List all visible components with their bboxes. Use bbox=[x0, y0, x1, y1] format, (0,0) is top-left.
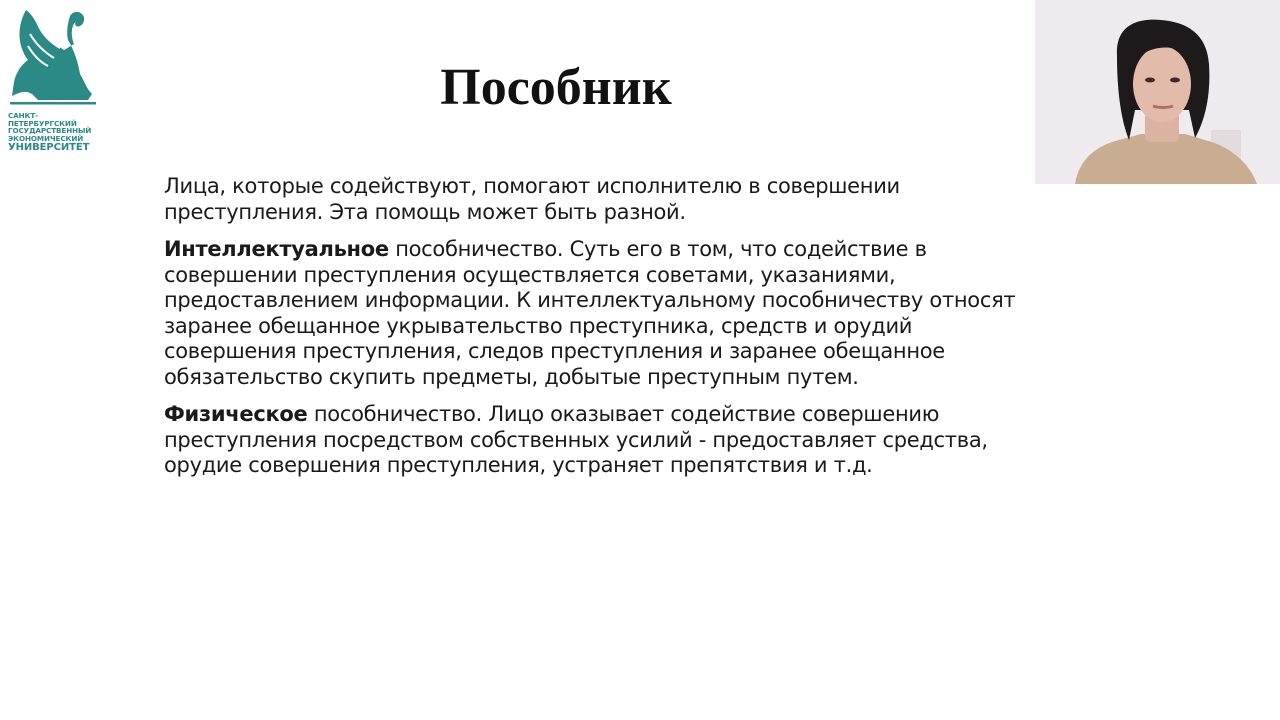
logo-line-3: ЭКОНОМИЧЕСКИЙ bbox=[8, 133, 84, 143]
physical-paragraph bbox=[164, 402, 1024, 479]
slide-title: Пособник bbox=[440, 59, 672, 116]
logo-line-4: УНИВЕРСИТЕТ bbox=[8, 142, 90, 154]
physical-term: Физическое bbox=[164, 402, 308, 426]
physical-text: пособничество. Лицо оказывает содействие совершению преступления посредством собственных усилий - предоставляет средства, орудие совершения преступления, устраняет препятствия и т.д. bbox=[164, 402, 988, 477]
logo-line-1: САНКТ-ПЕТЕРБУРГСКИЙ bbox=[8, 111, 77, 128]
intro-paragraph: Лица, которые содействуют, помогают исполнителю в совершении преступления. Эта помощь может быть разной. bbox=[164, 174, 900, 224]
slide-body bbox=[164, 174, 1024, 491]
speaker-video bbox=[1035, 0, 1280, 184]
speaker-avatar-icon bbox=[1035, 0, 1280, 184]
intellectual-text: пособничество. Суть его в том, что содействие в совершении преступления осуществляется советами, указаниями, предоставлением информации. К интеллектуальному пособничеству относят заранее обещанное укрывательство преступника, средств и орудий совершения преступления, следов преступления и заранее обещанное обязательство скупить предметы, добытые преступным путем. bbox=[164, 237, 1016, 389]
logo-line-2: ГОСУДАРСТВЕННЫЙ bbox=[8, 126, 92, 136]
intellectual-term: Интеллектуальное bbox=[164, 237, 389, 261]
intellectual-paragraph bbox=[164, 237, 1024, 390]
